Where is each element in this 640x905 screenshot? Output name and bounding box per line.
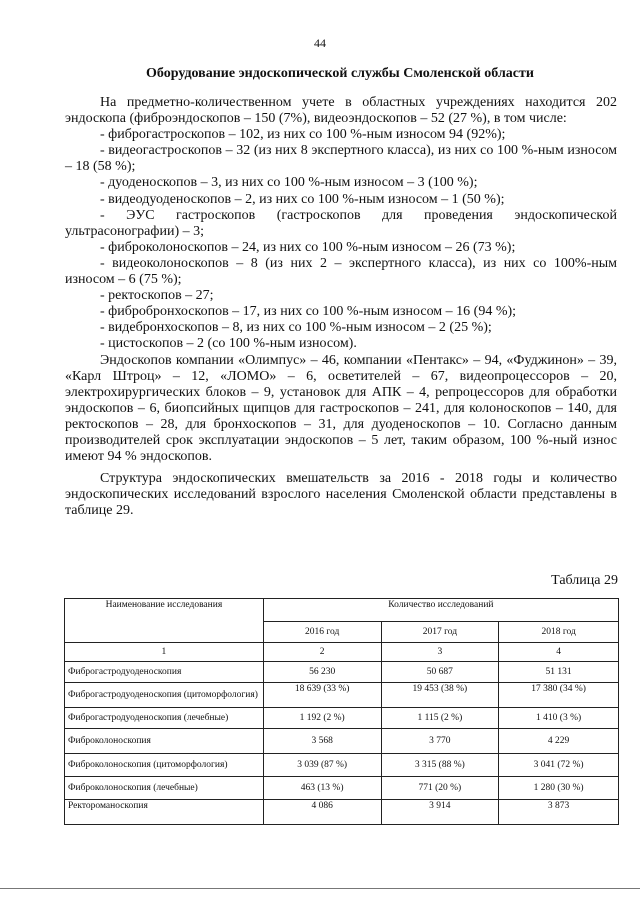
row-name-cell: Фиброколоноскопия (лечебные) bbox=[65, 777, 264, 800]
row-name-cell: Фиброколоноскопия bbox=[65, 729, 264, 754]
list-item: - видеоколоноскопов – 8 (из них 2 – экспертного класса), из них со 100%-ным износом – 6 (75 %); bbox=[65, 255, 617, 288]
table-row bbox=[65, 662, 619, 683]
value-cell: 1 280 (30 %) bbox=[499, 777, 619, 800]
list-item: - фиброколоноскопов – 24, из них со 100 %-ным износом – 26 (73 %); bbox=[100, 239, 516, 255]
intro-paragraph: На предметно-количественном учете в областных учреждениях находится 202 эндоскопа (фиброэндоскопов – 150 (7%), видеоэндоскопов – 52 (27 %), в том числе: bbox=[65, 95, 617, 127]
table-numbering-row bbox=[65, 643, 619, 662]
number-cell: 1 bbox=[65, 643, 264, 662]
header-name-cell: Наименование исследования bbox=[65, 599, 264, 643]
value-cell: 463 (13 %) bbox=[263, 777, 381, 800]
table-row bbox=[65, 683, 619, 708]
value-cell: 3 041 (72 %) bbox=[499, 754, 619, 777]
list-item: - видеогастроскопов – 32 (из них 8 экспертного класса), из них со 100 %-ным износом – 18 (58 %); bbox=[65, 143, 617, 175]
endoscopy-table bbox=[64, 598, 619, 825]
section-title: Оборудование эндоскопической службы Смоленской области bbox=[146, 66, 534, 81]
list-item: - ректоскопов – 27; bbox=[100, 288, 214, 304]
value-cell: 51 131 bbox=[499, 662, 619, 683]
table-row bbox=[65, 777, 619, 800]
table-row bbox=[65, 800, 619, 825]
list-item: - фибробронхоскопов – 17, из них со 100 %-ным износом – 16 (94 %); bbox=[100, 304, 517, 320]
header-count-cell: Количество исследований bbox=[263, 599, 618, 622]
structure-paragraph: Структура эндоскопических вмешательств за 2016 - 2018 годы и количество эндоскопических исследований взрослого населения Смоленской области представлены в таблице 29. bbox=[65, 471, 617, 519]
list-item: - видеодуоденоскопов – 2, из них со 100 %-ным износом – 1 (50 %); bbox=[100, 191, 505, 207]
row-name-cell: Фиброгастродуоденоскопия (лечебные) bbox=[65, 708, 264, 729]
value-cell: 3 568 bbox=[263, 729, 381, 754]
table-row bbox=[65, 729, 619, 754]
year-cell: 2017 год bbox=[381, 622, 499, 643]
row-name-cell: Ректороманоскопия bbox=[65, 800, 264, 825]
value-cell: 3 914 bbox=[381, 800, 499, 825]
list-item: - дуоденоскопов – 3, из них со 100 %-ным износом – 3 (100 %); bbox=[100, 175, 478, 191]
value-cell: 4 086 bbox=[263, 800, 381, 825]
value-cell: 4 229 bbox=[499, 729, 619, 754]
list-item: - видебронхоскопов – 8, из них со 100 %-ным износом – 2 (25 %); bbox=[100, 320, 492, 336]
list-item: - ЭУС гастроскопов (гастроскопов для проведения эндоскопической ультрасонографии) – 3; bbox=[65, 207, 617, 239]
value-cell: 3 770 bbox=[381, 729, 499, 754]
value-cell: 18 639 (33 %) bbox=[263, 683, 381, 708]
year-cell: 2018 год bbox=[499, 622, 619, 643]
number-cell: 2 bbox=[263, 643, 381, 662]
list-item: - цистоскопов – 2 (со 100 %-ным износом). bbox=[100, 336, 357, 352]
number-cell: 4 bbox=[499, 643, 619, 662]
value-cell: 56 230 bbox=[263, 662, 381, 683]
value-cell: 3 039 (87 %) bbox=[263, 754, 381, 777]
row-name-cell: Фиброгастродуоденоскопия bbox=[65, 662, 264, 683]
table-row bbox=[65, 754, 619, 777]
year-cell: 2016 год bbox=[263, 622, 381, 643]
table-header-row bbox=[65, 599, 619, 622]
table-caption: Таблица 29 bbox=[551, 573, 618, 588]
value-cell: 1 115 (2 %) bbox=[381, 708, 499, 729]
value-cell: 19 453 (38 %) bbox=[381, 683, 499, 708]
page-number: 44 bbox=[314, 36, 326, 50]
value-cell: 50 687 bbox=[381, 662, 499, 683]
page-bottom-rule bbox=[0, 888, 640, 889]
equipment-paragraph: Эндоскопов компании «Олимпус» – 46, компании «Пентакс» – 94, «Фуджинон» – 39, «Карл Штроц» – 12, «ЛОМО» – 6, осветителей – 67, видеопроцессоров – 20, электрохирургических блоков – 9, установок для АПК – 4, репроцессоров для обработки эндоскопов – 6, биопсийных щипцов для гастроскопов – 241, для колоноскопов – 140, для ректоскопов – 28, для бронхоскопов – 31, для дуоденоскопов – 10. Согласно данным производителей срок эксплуатации эндоскопов – 5 лет, таким образом, 100 %-ный износ имеют 94 % эндоскопов. bbox=[65, 352, 617, 465]
table-row bbox=[65, 708, 619, 729]
value-cell: 1 192 (2 %) bbox=[263, 708, 381, 729]
number-cell: 3 bbox=[381, 643, 499, 662]
value-cell: 3 873 bbox=[499, 800, 619, 825]
list-item: - фиброгастроскопов – 102, из них со 100 %-ным износом 94 (92%); bbox=[100, 127, 506, 143]
row-name-cell: Фиброколоноскопия (цитоморфология) bbox=[65, 754, 264, 777]
value-cell: 1 410 (3 %) bbox=[499, 708, 619, 729]
value-cell: 3 315 (88 %) bbox=[381, 754, 499, 777]
value-cell: 17 380 (34 %) bbox=[499, 683, 619, 708]
value-cell: 771 (20 %) bbox=[381, 777, 499, 800]
body-text bbox=[65, 95, 617, 519]
row-name-cell: Фиброгастродуоденоскопия (цитоморфология) bbox=[65, 683, 264, 708]
